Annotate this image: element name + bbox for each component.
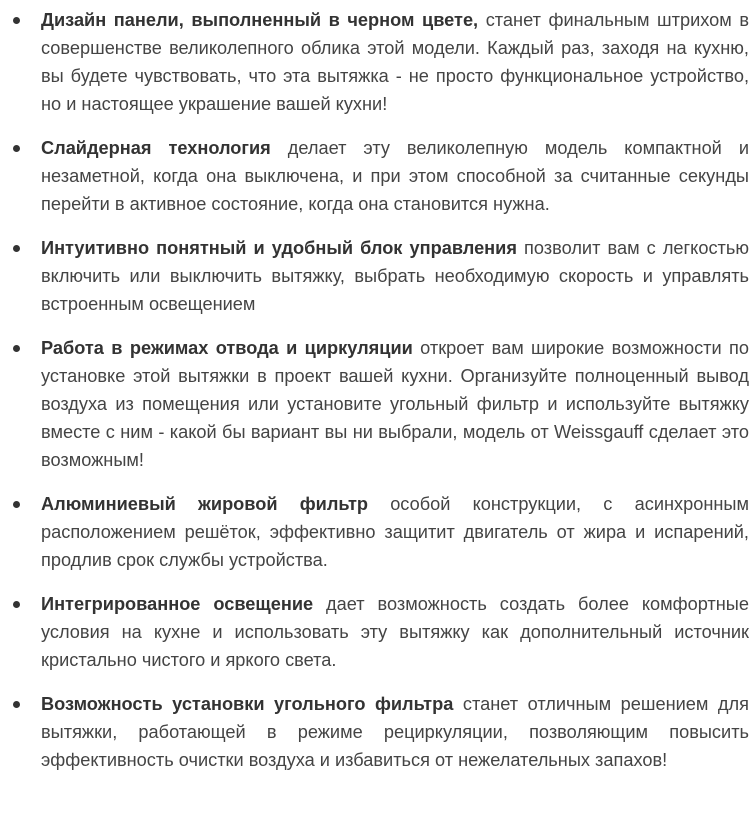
- bullet-icon: [13, 501, 20, 508]
- feature-text: откроет вам широкие возможности по установке этой вытяжки в проект вашей кухни. Организуйте полноценный вывод воздуха из помещения или установите угольный фильтр и используйте вытяжку вместе с ним - какой бы вариант вы ни выбрали, модель от Weissgauff сделает это возможным!: [41, 338, 749, 470]
- feature-lead: Возможность установки угольного фильтра: [41, 694, 454, 714]
- feature-item-integrated-lighting: [0, 590, 755, 674]
- feature-lead: Интегрированное освещение: [41, 594, 314, 614]
- bullet-icon: [13, 17, 20, 24]
- feature-lead: Работа в режимах отвода и циркуляции: [41, 338, 413, 358]
- feature-item-slider-technology: [0, 134, 755, 218]
- feature-text: станет финальным штрихом в совершенстве великолепного облика этой модели. Каждый раз, заходя на кухню, вы будете чувствовать, что эта вытяжка - не просто функциональное устройство, но и настоящее украшение вашей кухни!: [41, 10, 749, 114]
- feature-text: станет отличным решением для вытяжки, работающей в режиме рециркуляции, позволяющим повысить эффективность очистки воздуха и избавиться от нежелательных запахов!: [41, 694, 750, 770]
- feature-item-control-block: [0, 234, 755, 318]
- bullet-icon: [13, 345, 20, 352]
- bullet-icon: [13, 701, 20, 708]
- feature-lead: Слайдерная технология: [41, 138, 271, 158]
- feature-item-carbon-filter: [0, 690, 755, 774]
- feature-text: делает эту великолепную модель компактной и незаметной, когда она выключена, и при этом способной за считанные секунды перейти в активное состояние, когда она становится нужна.: [41, 138, 749, 214]
- feature-list: [0, 6, 755, 790]
- feature-text: позволит вам с легкостью включить или выключить вытяжку, выбрать необходимую скорость и управлять встроенным освещением: [41, 238, 749, 314]
- feature-item-exhaust-circulation: [0, 334, 755, 474]
- feature-text: дает возможность создать более комфортные условия на кухне и использовать эту вытяжку как дополнительный источник кристально чистого и яркого света.: [41, 594, 749, 670]
- feature-lead: Дизайн панели, выполненный в черном цвете,: [41, 10, 479, 30]
- feature-text: особой конструкции, с асинхронным расположением решёток, эффективно защитит двигатель от жира и испарений, продлив срок службы устройства.: [41, 494, 750, 570]
- bullet-icon: [13, 601, 20, 608]
- bullet-icon: [13, 245, 20, 252]
- feature-lead: Алюминиевый жировой фильтр: [41, 494, 368, 514]
- feature-lead: Интуитивно понятный и удобный блок управления: [41, 238, 517, 258]
- feature-item-panel-design: [0, 6, 755, 118]
- bullet-icon: [13, 145, 20, 152]
- feature-item-grease-filter: [0, 490, 755, 574]
